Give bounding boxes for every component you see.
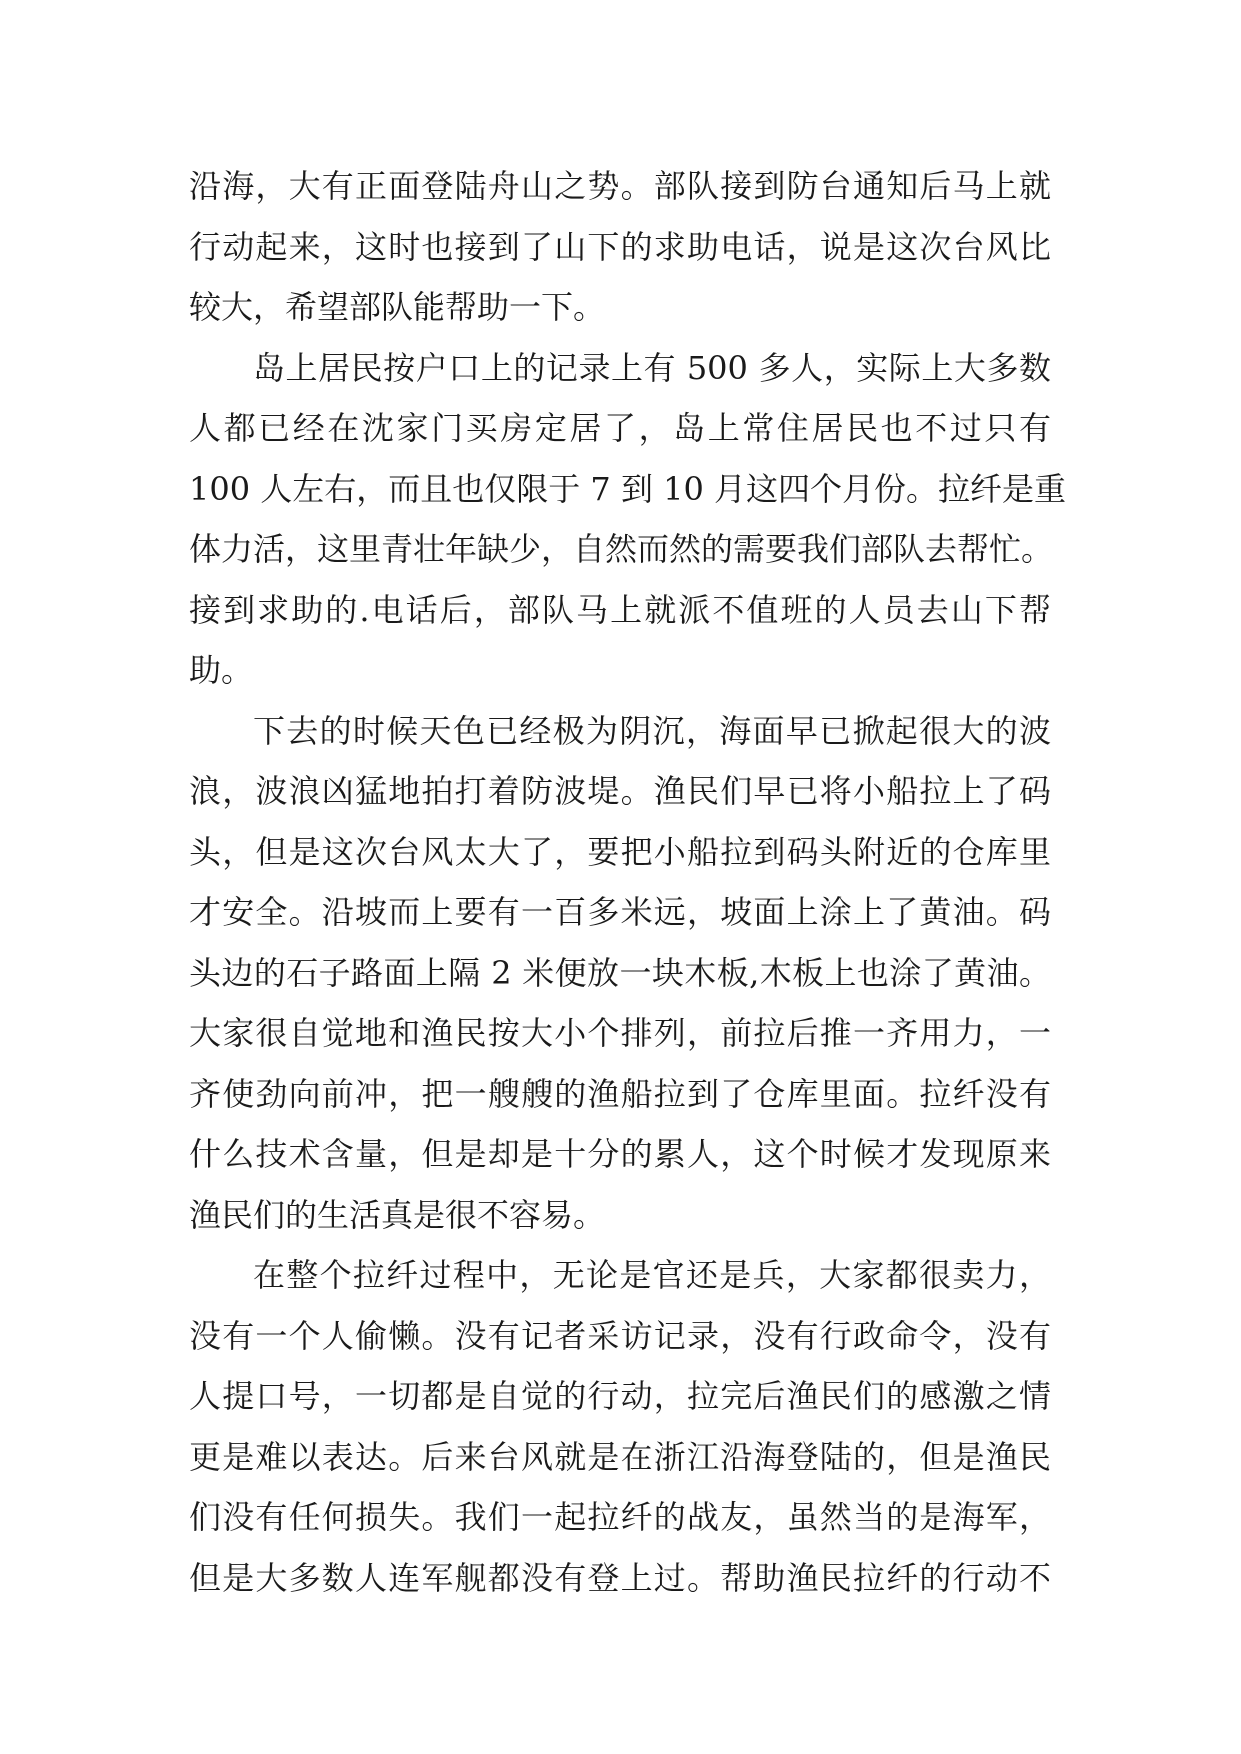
text-line: 较大，希望部队能帮助一下。 — [189, 288, 606, 326]
text-line: 们没有任何损失。我们一起拉纤的战友，虽然当的是海军， — [189, 1498, 1051, 1536]
text-line: 行动起来，这时也接到了山下的求助电话，说是这次台风比 — [189, 227, 1051, 266]
text-line: 大家很自觉地和渔民按大小个排列，前拉后推一齐用力，一 — [189, 1014, 1051, 1052]
text-line: 岛上居民按户口上的记录上有 500 多人，实际上大多数 — [253, 348, 1051, 387]
text-line: 100 人左右，而且也仅限于 7 到 10 月这四个月份。拉纤是重 — [189, 469, 1067, 508]
text-line: 渔民们的生活真是很不容易。 — [189, 1195, 606, 1234]
text-line: 但是大多数人连军舰都没有登上过。帮助渔民拉纤的行动不 — [189, 1558, 1051, 1597]
text-line: 体力活，这里青壮年缺少，自然而然的需要我们部队去帮忙。 — [189, 530, 1054, 568]
text-line: 接到求助的.电话后，部队马上就派不值班的人员去山下帮 — [189, 590, 1051, 629]
text-line: 沿海，大有正面登陆舟山之势。部队接到防台通知后马上就 — [189, 167, 1051, 205]
text-line: 下去的时候天色已经极为阴沉，海面早已掀起很大的波 — [253, 711, 1051, 750]
text-line: 人都已经在沈家门买房定居了，岛上常住居民也不过只有 — [189, 409, 1051, 447]
text-line: 头，但是这次台风太大了，要把小船拉到码头附近的仓库里 — [189, 832, 1051, 871]
text-line: 更是难以表达。后来台风就是在浙江沿海登陆的，但是渔民 — [189, 1437, 1051, 1476]
text-line: 齐使劲向前冲，把一艘艘的渔船拉到了仓库里面。拉纤没有 — [189, 1074, 1051, 1113]
body-text — [189, 156, 1067, 1608]
text-line: 才安全。沿坡而上要有一百多米远，坡面上涂上了黄油。码 — [189, 893, 1051, 931]
text-line: 头边的石子路面上隔 2 米便放一块木板,木板上也涂了黄油。 — [189, 953, 1051, 992]
text-line: 人提口号，一切都是自觉的行动，拉完后渔民们的感激之情 — [189, 1377, 1051, 1415]
text-line: 浪，波浪凶猛地拍打着防波堤。渔民们早已将小船拉上了码 — [189, 772, 1051, 810]
text-line: 没有一个人偷懒。没有记者采访记录，没有行政命令，没有 — [189, 1316, 1051, 1355]
text-line: 助。 — [189, 651, 254, 689]
text-line: 什么技术含量，但是却是十分的累人，这个时候才发现原来 — [189, 1135, 1051, 1173]
text-line: 在整个拉纤过程中，无论是官还是兵，大家都很卖力， — [253, 1256, 1051, 1294]
